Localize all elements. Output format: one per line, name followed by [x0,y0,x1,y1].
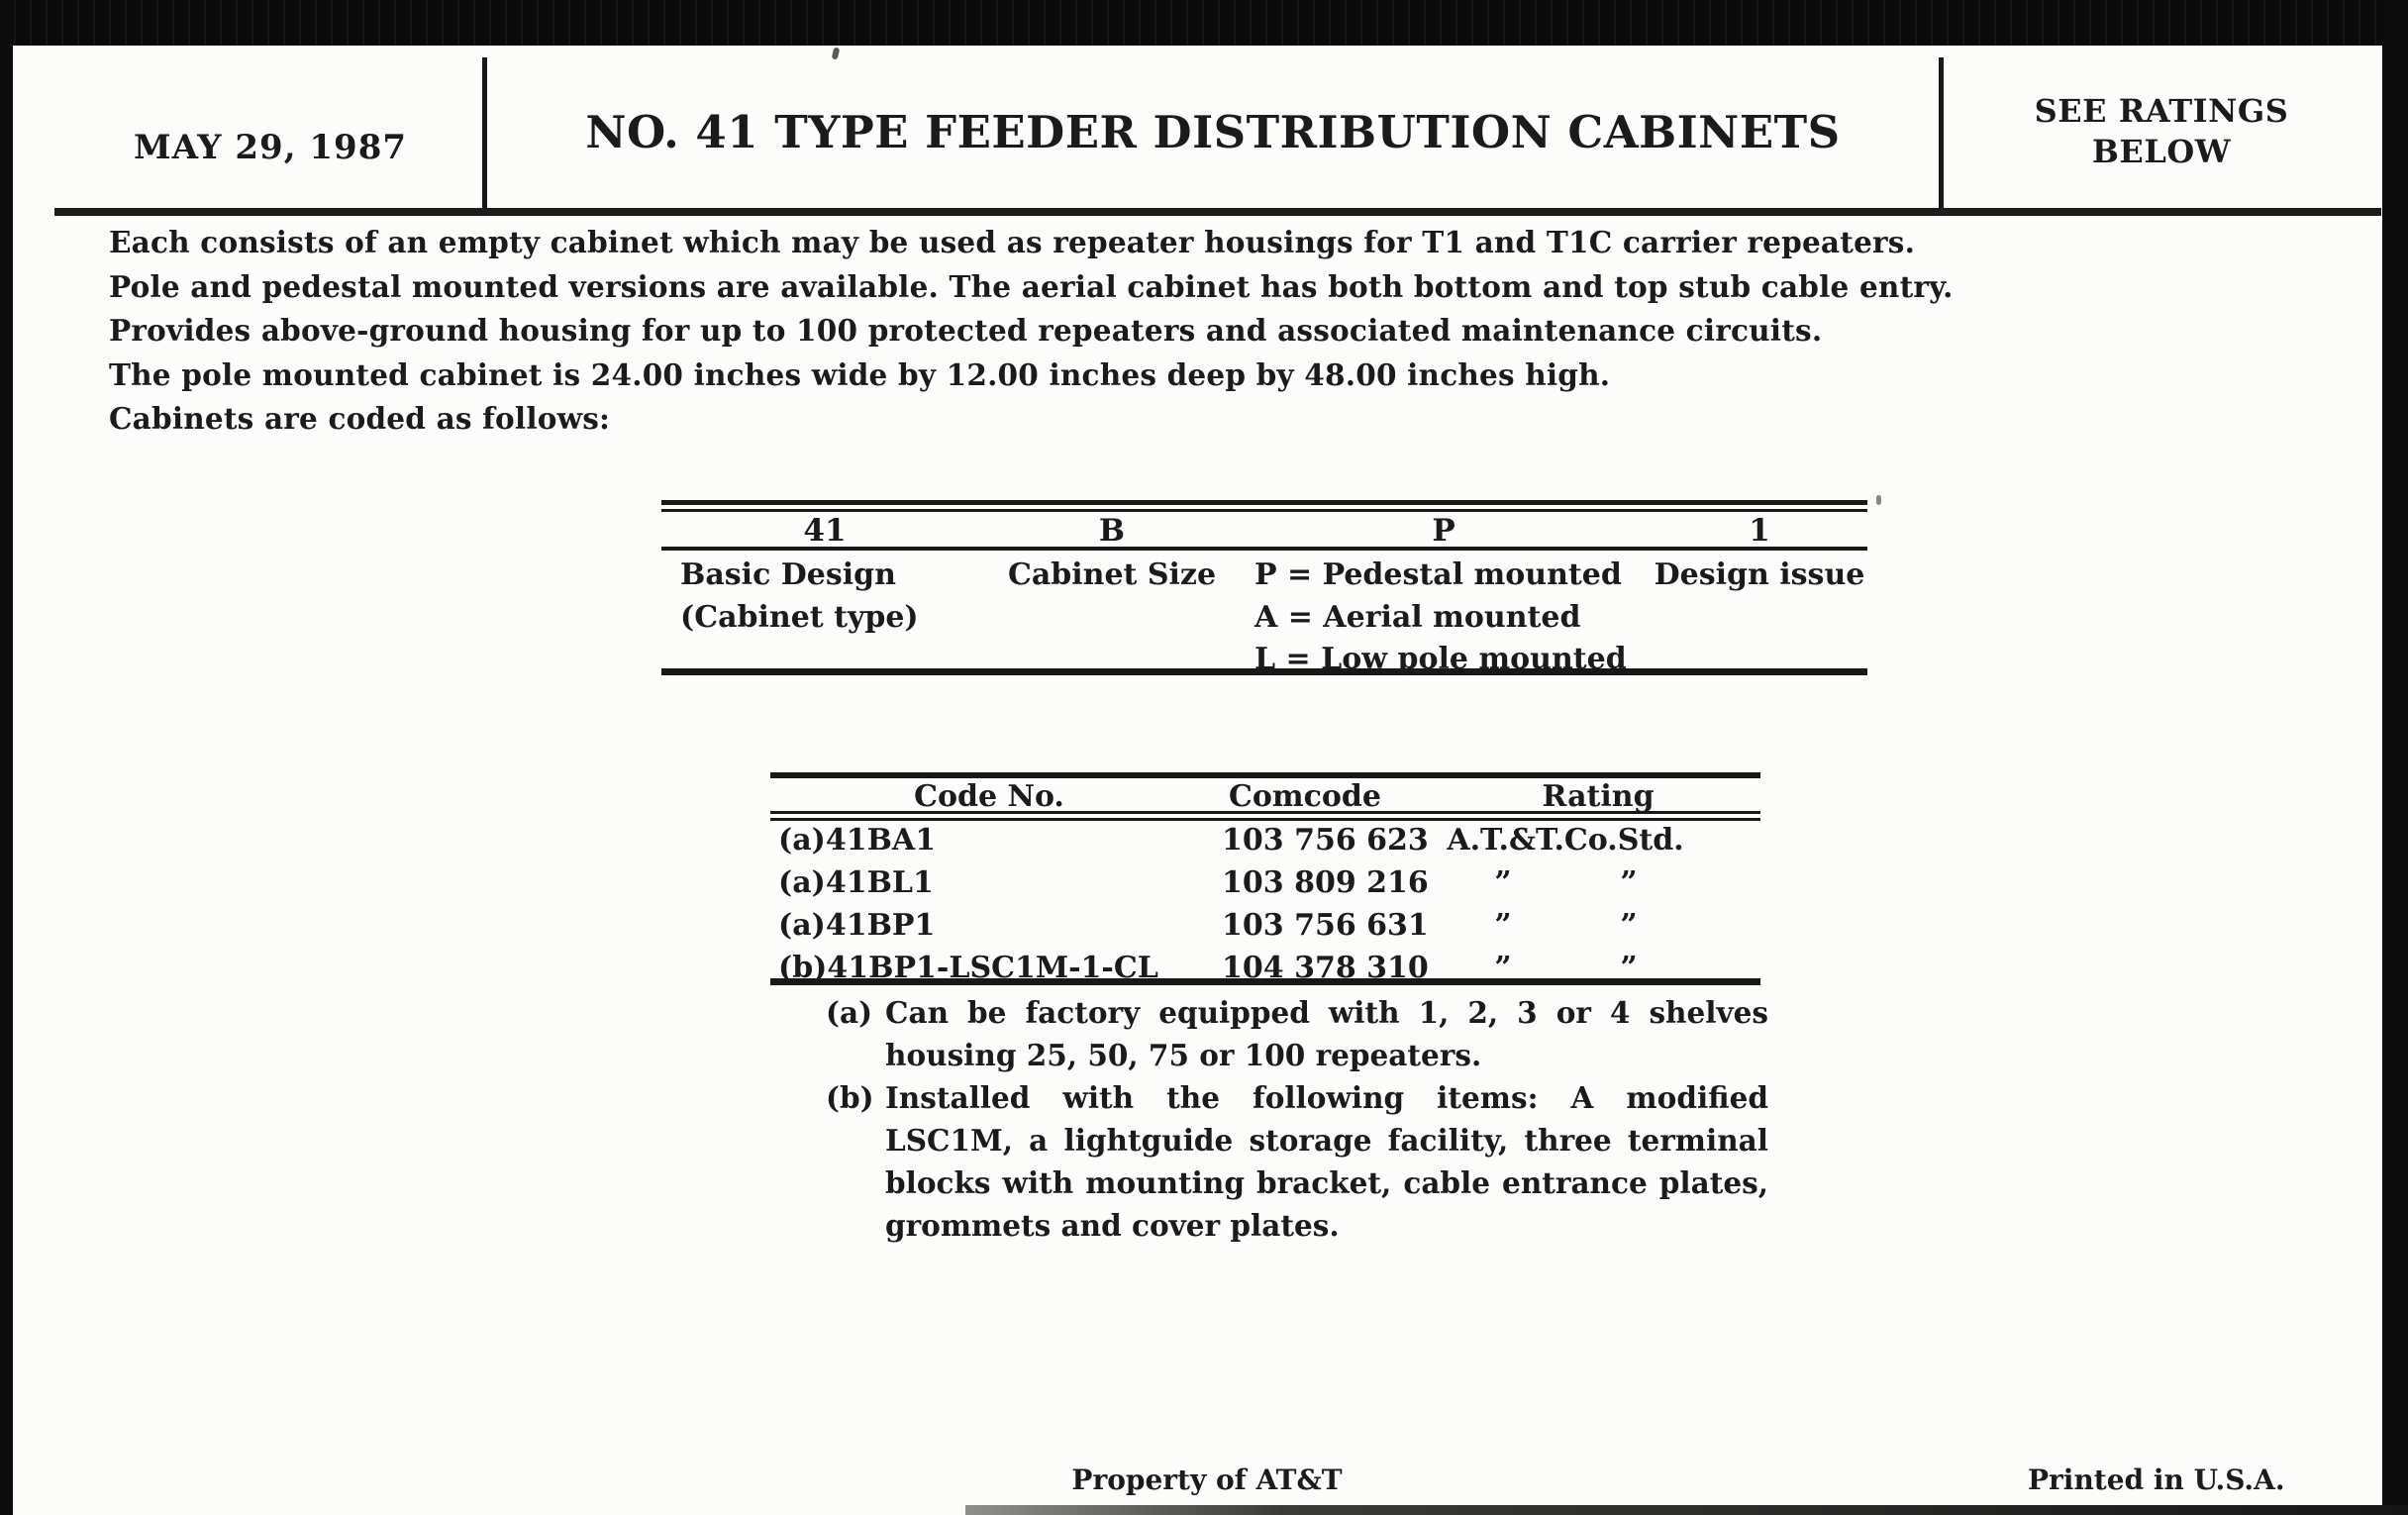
scan-edge-top [0,0,2408,46]
code-no-cell: (b)41BP1-LSC1M-1-CL [778,951,1158,985]
rating-cell: A.T.&T.Co.Std. [1447,823,1684,858]
coding-desc-line: L = Low pole mounted [1254,642,1627,676]
ditto-mark: ” [1620,908,1638,943]
footnote-marker: (a) [826,995,873,1030]
coding-code: 1 [1749,513,1770,549]
table-row [770,865,1760,905]
scan-edge-left [0,0,13,1515]
ditto-mark: ” [1494,865,1512,900]
table-row [770,823,1760,862]
coding-desc-line: Cabinet Size [1007,557,1217,592]
column-header-rating: Rating [1542,779,1655,814]
scan-edge-bottom [965,1505,2408,1515]
coding-column-cabinet-size [988,500,1236,668]
page-title: NO. 41 TYPE FEEDER DISTRIBUTION CABINETS [585,106,1841,158]
coding-column-design-issue [1652,500,1867,668]
intro-line-3: Provides above-ground housing for up to 100 protected repeaters and associated maintenance circuits. [109,313,1823,348]
footer-printed-notice: Printed in U.S.A. [2028,1464,2285,1496]
intro-line-2: Pole and pedestal mounted versions are available. The aerial cabinet has both bottom and top stub cable entry. [109,268,1954,304]
header-rule [54,208,2381,216]
code-no-cell: (a)41BP1 [778,908,936,943]
intro-paragraph [109,221,1954,442]
comcode-cell: 103 809 216 [1222,865,1429,900]
footnote-marker: (b) [826,1080,874,1115]
table-row [770,908,1760,948]
code-no-cell: (a)41BA1 [778,823,937,858]
coding-code: B [1098,513,1126,549]
coding-desc-line: A = Aerial mounted [1254,599,1581,635]
coding-column-mounting [1236,500,1652,676]
footnotes [826,991,1768,1247]
comcode-cell: 103 756 623 [1222,823,1429,858]
intro-line-5: Cabinets are coded as follows: [109,401,611,436]
intro-line-4: The pole mounted cabinet is 24.00 inches wide by 12.00 inches deep by 48.00 inches high. [109,356,1611,392]
ditto-mark: ” [1620,865,1638,900]
footnote-text: Can be factory equipped with 1, 2, 3 or 4 shelves housing 25, 50, 75 or 100 repeaters. [885,995,1768,1072]
ratings-note [1944,91,2379,172]
coding-column-basic-design [661,500,988,668]
cabinet-coding-table [661,500,1867,675]
comcode-cell: 103 756 631 [1222,908,1429,943]
ratings-note-line2: BELOW [2091,133,2232,170]
table-rule [770,772,1760,778]
column-header-code-no: Code No. [914,779,1064,814]
coding-code: 41 [803,513,847,549]
ditto-mark: ” [1494,951,1512,985]
coding-desc-line: Design issue [1654,557,1865,592]
code-rating-table [770,772,1760,985]
ditto-mark: ” [1494,908,1512,943]
coding-desc-line: P = Pedestal mounted [1254,557,1622,592]
footnote-text: Installed with the following items: A modified LSC1M, a lightguide storage facility, three terminal blocks with mounting bracket, cable entrance plates, grommets and cover plates. [885,1080,1768,1243]
coding-desc-line: (Cabinet type) [680,599,919,635]
comcode-cell: 104 378 310 [1222,951,1429,985]
footer-property-notice: Property of AT&T [1071,1464,1343,1496]
coding-desc-line: Basic Design [680,557,896,592]
scan-artifact [1876,495,1881,505]
footnote-a [826,991,1768,1076]
scan-artifact [832,47,841,59]
document-date: MAY 29, 1987 [133,128,408,167]
coding-code: P [1432,513,1455,549]
table-row [770,951,1760,990]
table-rule [770,818,1760,821]
ratings-note-line1: SEE RATINGS [2034,92,2289,130]
column-header-comcode: Comcode [1229,779,1381,814]
scan-edge-right [2382,0,2408,1515]
intro-line-1: Each consists of an empty cabinet which may be used as repeater housings for T1 and T1C carrier repeaters. [109,225,1916,259]
ditto-mark: ” [1620,951,1638,985]
footnote-b [826,1076,1768,1247]
code-no-cell: (a)41BL1 [778,865,934,900]
